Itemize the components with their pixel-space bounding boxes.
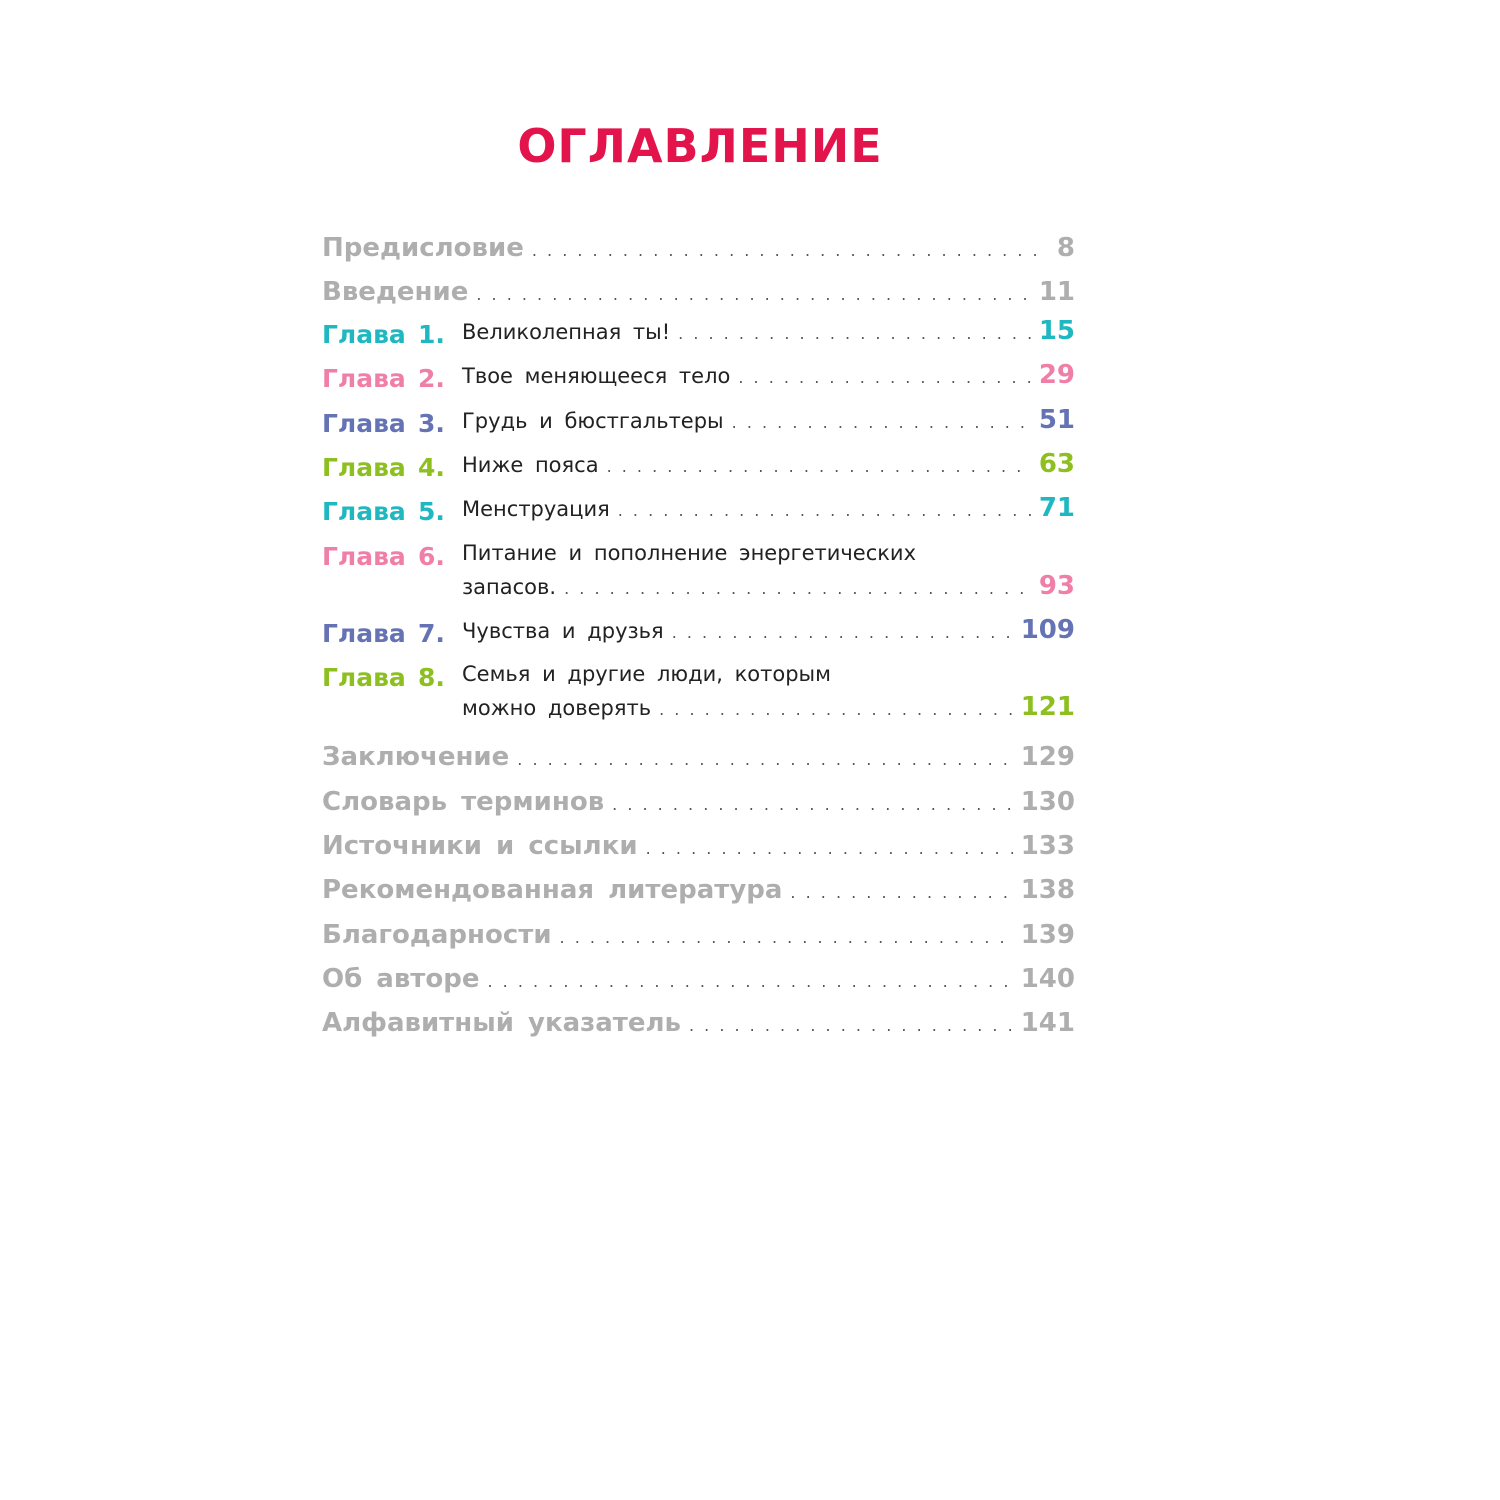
toc-entry-chapter[interactable] xyxy=(322,658,1075,735)
dot-leader xyxy=(732,407,1031,439)
toc-entry-page: 51 xyxy=(1038,404,1075,435)
toc-entry-page: 29 xyxy=(1038,360,1075,391)
chapter-number: 2. xyxy=(418,364,445,394)
toc-entry-label: Заключение xyxy=(322,742,510,773)
dot-leader xyxy=(672,617,1013,649)
toc-entry-page: 11 xyxy=(1038,277,1075,308)
chapter-title: Чувства и друзья xyxy=(462,618,664,643)
chapter-label: Глава xyxy=(322,364,406,394)
chapter-title: Ниже пояса xyxy=(462,452,599,477)
chapter-label: Глава xyxy=(322,541,406,571)
chapter-number: 1. xyxy=(418,319,445,349)
page-title xyxy=(0,116,1400,176)
toc-entry-back[interactable] xyxy=(322,957,1075,1001)
toc-entry-label: Благодарности xyxy=(322,919,552,950)
toc-entry-chapter[interactable] xyxy=(322,315,1075,359)
toc-entry-back[interactable] xyxy=(322,824,1075,868)
dot-leader xyxy=(607,451,1031,483)
toc-entry-page: 129 xyxy=(1020,742,1075,773)
toc-entry-back[interactable] xyxy=(322,735,1075,779)
toc-entry-chapter[interactable] xyxy=(322,448,1075,492)
chapter-number: 5. xyxy=(418,497,445,527)
toc-entry-front[interactable] xyxy=(322,226,1075,270)
chapter-title-continued: запасов. xyxy=(462,574,557,599)
chapter-label: Глава xyxy=(322,408,406,438)
chapter-label: Глава xyxy=(322,663,406,693)
dot-leader xyxy=(476,273,1030,317)
toc-entry-page: 93 xyxy=(1038,570,1075,601)
toc-entry-label: Рекомендованная литература xyxy=(322,875,783,906)
chapter-number: 3. xyxy=(418,408,445,438)
toc-entry-label: Введение xyxy=(322,277,469,308)
toc-entry-chapter[interactable] xyxy=(322,614,1075,658)
chapter-label: Глава xyxy=(322,319,406,349)
chapter-label: Глава xyxy=(322,452,406,482)
dot-leader xyxy=(618,495,1031,527)
toc-entry-page: 8 xyxy=(1056,233,1075,263)
toc-entry-page: 133 xyxy=(1020,830,1075,861)
dot-leader xyxy=(517,738,1012,782)
toc-entry-back[interactable] xyxy=(322,780,1075,824)
dot-leader xyxy=(738,362,1030,394)
chapter-number: 8. xyxy=(418,663,445,693)
toc-entry-page: 71 xyxy=(1038,493,1075,524)
chapter-number: 6. xyxy=(418,541,445,571)
toc-entry-page: 140 xyxy=(1020,964,1075,995)
dot-leader xyxy=(659,694,1013,726)
toc-entry-page: 138 xyxy=(1020,875,1075,906)
chapter-title: Питание и пополнение энергетических xyxy=(462,540,917,565)
dot-leader xyxy=(678,318,1031,350)
chapter-number: 4. xyxy=(418,452,445,482)
toc-entry-chapter[interactable] xyxy=(322,537,1075,614)
chapter-title: Грудь и бюстгальтеры xyxy=(462,408,724,433)
toc-entry-label: Об авторе xyxy=(322,964,480,995)
toc-entry-label: Словарь терминов xyxy=(322,786,605,817)
dot-leader xyxy=(689,1004,1013,1048)
chapter-title: Менструация xyxy=(462,497,610,522)
chapter-label: Глава xyxy=(322,497,406,527)
chapter-title: Великолепная ты! xyxy=(462,319,671,344)
toc-entry-page: 121 xyxy=(1020,692,1075,723)
toc-entry-page: 15 xyxy=(1038,315,1075,346)
chapter-title: Твое меняющееся тело xyxy=(462,364,731,389)
chapter-number: 7. xyxy=(418,618,445,648)
toc-entry-back[interactable] xyxy=(322,1001,1075,1045)
dot-leader xyxy=(646,827,1013,871)
toc-entry-page: 141 xyxy=(1020,1008,1075,1039)
toc-entry-back[interactable] xyxy=(322,913,1075,957)
toc-entry-front[interactable] xyxy=(322,270,1075,314)
toc-entry-page: 139 xyxy=(1020,919,1075,950)
dot-leader xyxy=(790,871,1012,915)
table-of-contents xyxy=(322,226,1075,1046)
dot-leader xyxy=(532,229,1043,273)
toc-entry-page: 109 xyxy=(1020,614,1075,645)
dot-leader xyxy=(564,573,1031,605)
toc-entry-chapter[interactable] xyxy=(322,404,1075,448)
toc-entry-label: Источники и ссылки xyxy=(322,830,638,861)
dot-leader xyxy=(487,960,1012,1004)
chapter-label: Глава xyxy=(322,618,406,648)
toc-entry-label: Предисловие xyxy=(322,233,524,263)
dot-leader xyxy=(560,916,1013,960)
dot-leader xyxy=(612,783,1013,827)
toc-entry-chapter[interactable] xyxy=(322,492,1075,536)
chapter-title-continued: можно доверять xyxy=(462,696,652,721)
page-title-text: ОГЛАВЛЕНИЕ xyxy=(517,119,883,173)
toc-entry-page: 130 xyxy=(1020,786,1075,817)
toc-entry-label: Алфавитный указатель xyxy=(322,1008,681,1039)
toc-entry-page: 63 xyxy=(1038,448,1075,479)
toc-entry-chapter[interactable] xyxy=(322,359,1075,403)
chapter-title: Семья и другие люди, которым xyxy=(462,662,831,687)
toc-entry-back[interactable] xyxy=(322,868,1075,912)
